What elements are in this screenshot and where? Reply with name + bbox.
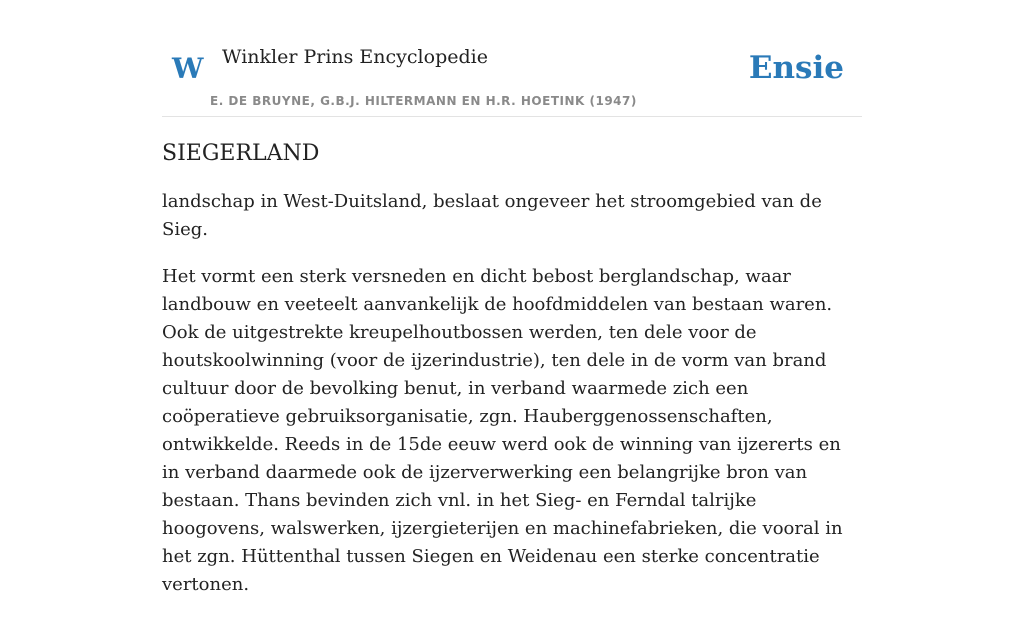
article-paragraph: Het vormt een sterk versneden en dicht bebost berglandschap, waar landbouw en veeteelt aanvankelijk de hoofdmiddelen van bestaan waren. Ook de uitgestrekte kreupelhoutbossen werden, ten dele voor de houtskoolwinning (voor de ijzerindustrie), ten dele in de vorm van brand cultuur door de bevolking benut, in verband waarmede zich een coöperatieve gebruiksorganisatie, zgn. Hauberggenossenschaften, ontwikkelde. Reeds in de 15de eeuw werd ook de winning van ijzererts en in verband daarmede ook de ijzerverwerking een belangrijke bron van bestaan. Thans bevinden zich vnl. in het Sieg- en Ferndal talrijke hoogovens, walswerken, ijzergieterijen en machinefabrieken, die vooral in het zgn. Hüttenthal tussen Siegen en Weidenau een sterke concentratie vertonen. (162, 266, 843, 595)
article (162, 138, 862, 618)
article-paragraph: landschap in West-Duitsland, beslaat ongeveer het stroomgebied van de Sieg. (162, 191, 822, 240)
site-logo-link[interactable]: Ensie (748, 50, 844, 86)
site-header (162, 0, 862, 117)
authors-line: E. DE BRUYNE, G.B.J. HILTERMANN EN H.R. HOETINK (1947) (210, 94, 637, 108)
publication-title[interactable]: Winkler Prins Encyclopedie (222, 46, 488, 68)
publication-logo[interactable]: W (172, 52, 204, 85)
article-title: SIEGERLAND (162, 141, 320, 166)
